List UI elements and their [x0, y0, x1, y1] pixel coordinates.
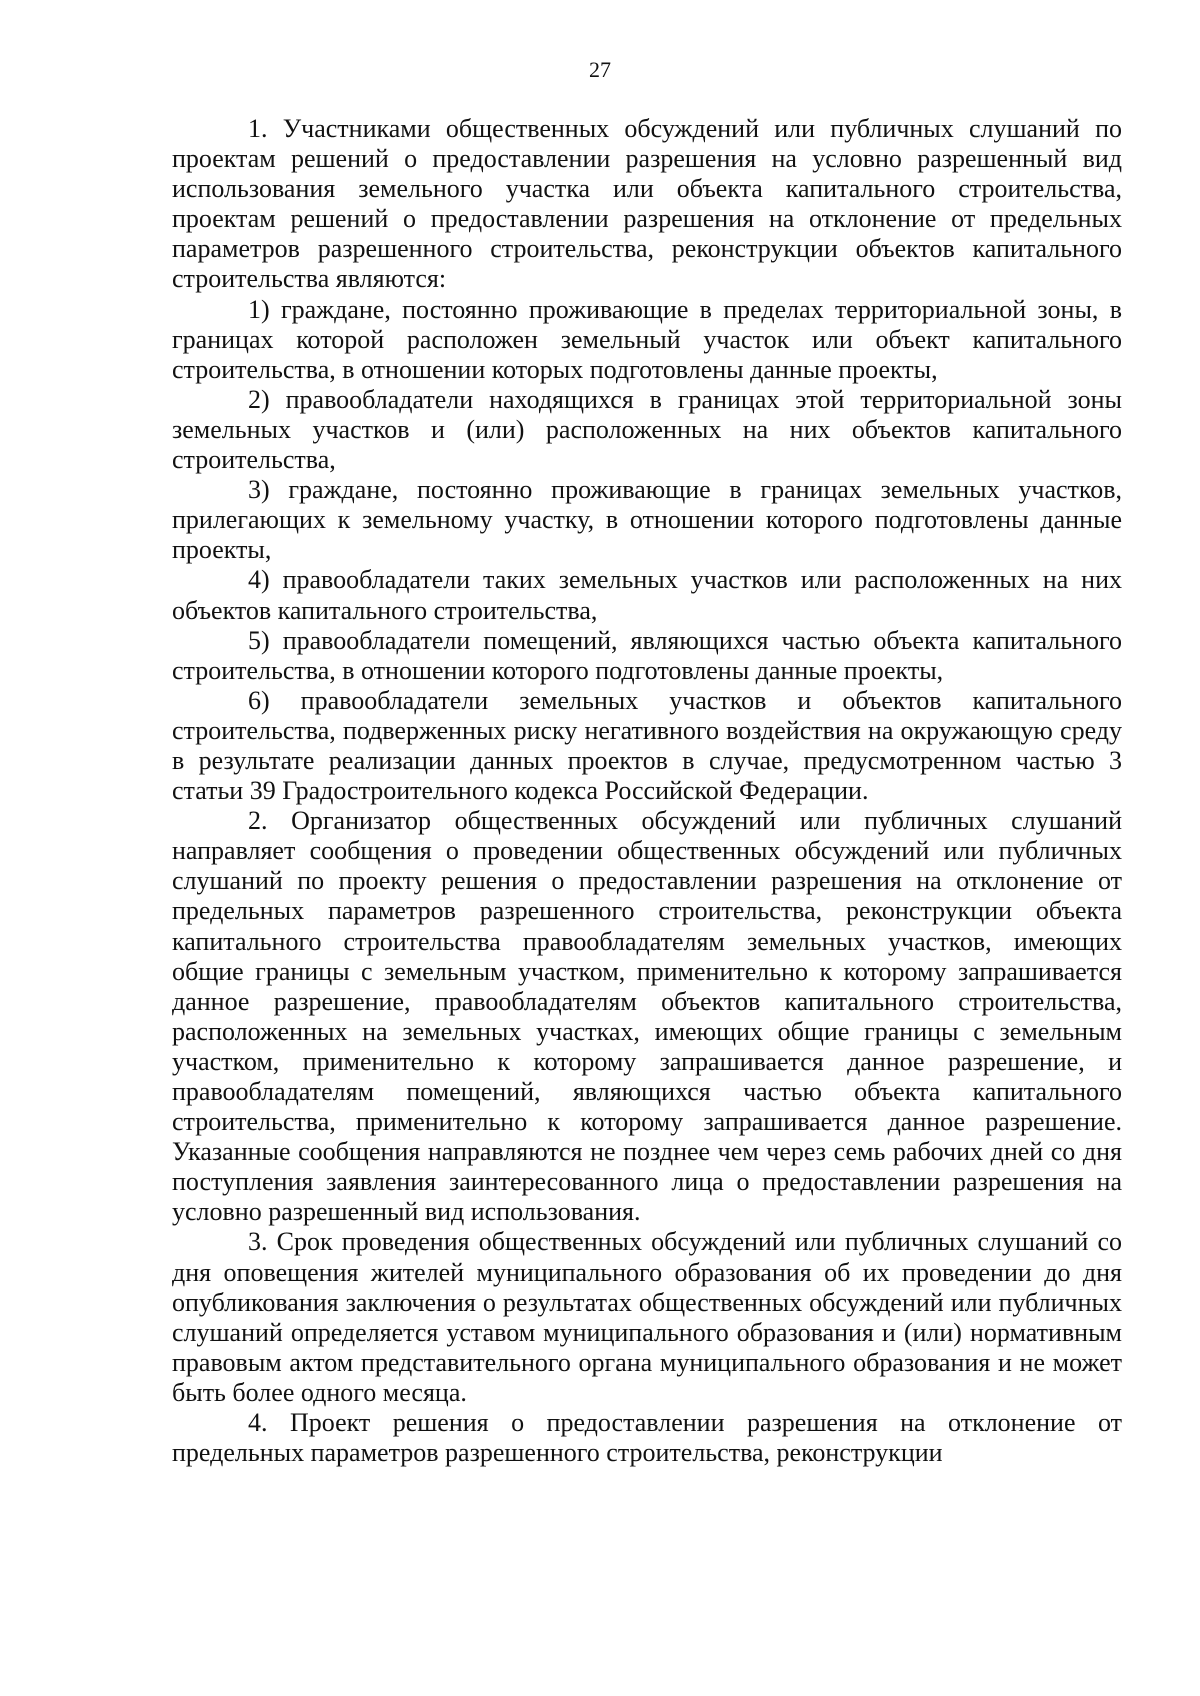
paragraph-2-notifications: 2. Организатор общественных обсуждений или публичных слушаний направляет сообщения о проведении общественных обсуждений или публичных слушаний по проекту решения о предоставлении разрешения на отклонение от предельных параметров разрешенного строительства, реконструкции объекта капитального строительства правообладателям земельных участков, имеющих общие границы с земельным участком, применительно к которому запрашивается данное разрешение, правообладателям объектов капитального строительства, расположенных на земельных участках, имеющих общие границы с земельным участком, применительно к которому запрашивается данное разрешение, и правообладателям помещений, являющихся частью объекта капитального строительства, применительно к которому запрашивается данное разрешение. Указанные сообщения направляются не позднее чем через семь рабочих дней со дня поступления заявления заинтересованного лица о предоставлении разрешения на условно разрешенный вид использования.: [172, 806, 1122, 1227]
list-item-6-risk-owners: 6) правообладатели земельных участков и объектов капитального строительства, подверженных риску негативного воздействия на окружающую среду в результате реализации данных проектов в случае, предусмотренном частью 3 статьи 39 Градостроительного кодекса Российской Федерации.: [172, 685, 1122, 806]
paragraph-1-participants: 1. Участниками общественных обсуждений или публичных слушаний по проектам решений о предоставлении разрешения на условно разрешенный вид использования земельного участка или объекта капитального строительства, проектам решений о предоставлении разрешения на отклонение от предельных параметров разрешенного строительства, реконструкции объектов капитального строительства являются:: [172, 114, 1122, 294]
list-item-4-adjacent-owners: 4) правообладатели таких земельных участков или расположенных на них объектов капитального строительства,: [172, 565, 1122, 625]
document-body: [172, 114, 1122, 1468]
paragraph-3-duration: 3. Срок проведения общественных обсуждений или публичных слушаний со дня оповещения жителей муниципального образования об их проведении до дня опубликования заключения о результатах общественных обсуждений или публичных слушаний определяется уставом муниципального образования и (или) нормативным правовым актом представительного органа муниципального образования и не может быть более одного месяца.: [172, 1227, 1122, 1407]
list-item-3-adjacent-residents: 3) граждане, постоянно проживающие в границах земельных участков, прилегающих к земельному участку, в отношении которого подготовлены данные проекты,: [172, 475, 1122, 565]
list-item-2-land-owners: 2) правообладатели находящихся в границах этой территориальной зоны земельных участков и (или) расположенных на них объектов капитального строительства,: [172, 384, 1122, 475]
page-number: 27: [589, 57, 611, 82]
list-item-1-residents: 1) граждане, постоянно проживающие в пределах территориальной зоны, в границах которой расположен земельный участок или объект капитального строительства, в отношении которых подготовлены данные проекты,: [172, 294, 1122, 384]
list-item-5-premises-owners: 5) правообладатели помещений, являющихся частью объекта капитального строительства, в отношении которого подготовлены данные проекты,: [172, 625, 1122, 685]
paragraph-4-draft-decision: 4. Проект решения о предоставлении разрешения на отклонение от предельных параметров разрешенного строительства, реконструкции: [172, 1408, 1122, 1468]
